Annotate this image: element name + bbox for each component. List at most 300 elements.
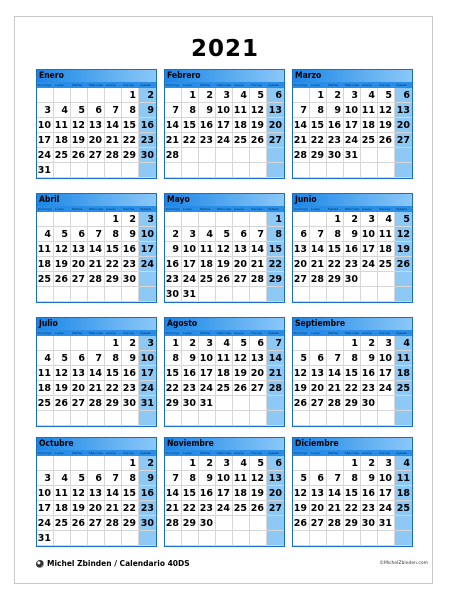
day-cell: 18 [199, 257, 216, 272]
day-cell: 20 [233, 257, 250, 272]
day-cell: 17 [37, 133, 54, 148]
day-cell: 31 [140, 398, 154, 409]
empty-cell [395, 287, 412, 302]
day-cell: 10 [140, 353, 154, 364]
day-cell: 6 [88, 471, 105, 486]
weekday-label: Lunes [55, 331, 64, 335]
empty-cell [233, 163, 250, 178]
day-cell: 13 [71, 366, 88, 381]
day-cell: 23 [327, 133, 344, 148]
day-cell: 12 [293, 486, 310, 501]
day-cell: 27 [310, 516, 327, 531]
day-cell: 10 [37, 118, 54, 133]
day-cell: 13 [310, 486, 327, 501]
empty-cell [105, 88, 122, 103]
day-cell: 2 [361, 456, 378, 471]
day-cell: 27 [233, 272, 250, 287]
empty-cell [250, 163, 267, 178]
day-cell: 3 [361, 212, 378, 227]
day-cell: 18 [396, 368, 410, 379]
day-cell: 22 [182, 133, 199, 148]
weekday-label: Sábado [140, 331, 152, 335]
day-cell: 8 [122, 471, 139, 486]
weekday-label: Miércoles [217, 207, 232, 211]
day-cell: 10 [37, 486, 54, 501]
empty-cell [71, 88, 88, 103]
day-cell: 20 [71, 257, 88, 272]
day-cell: 8 [182, 471, 199, 486]
day-cell: 27 [268, 135, 282, 146]
day-cell: 7 [165, 103, 182, 118]
empty-cell [54, 163, 71, 178]
empty-cell [88, 287, 105, 302]
day-cell: 27 [250, 381, 267, 396]
day-cell: 25 [54, 516, 71, 531]
empty-cell [71, 163, 88, 178]
day-cell: 1 [344, 456, 361, 471]
day-cell: 15 [182, 118, 199, 133]
footer-site: ©MichelZbinden.com [379, 561, 428, 566]
day-cell: 13 [268, 105, 282, 116]
empty-cell [378, 396, 395, 411]
empty-cell [344, 411, 361, 426]
day-cell: 23 [140, 135, 154, 146]
day-cell: 14 [88, 366, 105, 381]
day-cell: 17 [361, 242, 378, 257]
day-cell: 9 [199, 103, 216, 118]
weekday-label: Martes [200, 207, 211, 211]
day-cell: 12 [250, 471, 267, 486]
day-grid [293, 88, 412, 178]
day-cell: 15 [182, 486, 199, 501]
weekday-label: Lunes [55, 207, 64, 211]
day-cell: 15 [165, 366, 182, 381]
day-cell: 2 [165, 227, 182, 242]
empty-cell [88, 411, 105, 426]
empty-cell [233, 287, 250, 302]
month-mayo [164, 193, 285, 303]
day-cell: 9 [139, 103, 156, 118]
day-cell: 5 [250, 456, 267, 471]
empty-cell [105, 411, 122, 426]
day-cell: 6 [293, 227, 310, 242]
day-cell: 7 [310, 227, 327, 242]
empty-cell [293, 411, 310, 426]
empty-cell [199, 212, 216, 227]
day-grid [165, 456, 284, 546]
weekday-label: Sábado [396, 331, 408, 335]
day-cell: 30 [182, 396, 199, 411]
empty-cell [122, 411, 139, 426]
weekday-label: Viernes [379, 207, 391, 211]
day-cell: 9 [361, 351, 378, 366]
empty-cell [267, 148, 284, 163]
day-cell: 22 [105, 257, 122, 272]
day-cell: 6 [310, 351, 327, 366]
month-agosto [164, 317, 285, 427]
day-cell: 7 [105, 471, 122, 486]
day-cell: 27 [293, 272, 310, 287]
footer-credit [36, 559, 190, 568]
empty-cell [310, 411, 327, 426]
weekday-label: Viernes [123, 83, 135, 87]
day-cell: 23 [361, 381, 378, 396]
day-cell: 30 [361, 516, 378, 531]
empty-cell [395, 411, 412, 426]
empty-cell [395, 163, 412, 178]
day-cell: 24 [378, 381, 395, 396]
day-cell: 22 [268, 259, 282, 270]
day-cell: 8 [182, 103, 199, 118]
day-cell: 16 [182, 366, 199, 381]
empty-cell [122, 287, 139, 302]
day-cell: 16 [361, 366, 378, 381]
day-grid [293, 456, 412, 546]
weekday-label: Domingo [294, 331, 308, 335]
day-cell: 23 [140, 503, 154, 514]
day-cell: 2 [182, 336, 199, 351]
day-cell: 17 [140, 368, 154, 379]
empty-cell [310, 336, 327, 351]
day-cell: 28 [268, 383, 282, 394]
weekday-label: Viernes [251, 207, 263, 211]
weekday-label: Sábado [268, 331, 280, 335]
weekday-label: Sábado [396, 451, 408, 455]
weekday-label: Miércoles [217, 83, 232, 87]
empty-cell [250, 516, 267, 531]
day-cell: 26 [378, 133, 395, 148]
day-cell: 2 [327, 88, 344, 103]
weekday-label: Jueves [362, 207, 372, 211]
day-cell: 4 [395, 336, 412, 351]
day-cell: 28 [293, 148, 310, 163]
day-cell: 20 [268, 120, 282, 131]
day-cell: 2 [139, 456, 156, 471]
day-cell: 31 [37, 531, 54, 546]
empty-cell [139, 411, 156, 426]
day-cell: 8 [122, 103, 139, 118]
month-abril [36, 193, 157, 303]
empty-cell [54, 411, 71, 426]
day-cell: 3 [37, 103, 54, 118]
month-name: Enero [37, 70, 156, 82]
day-cell: 12 [396, 229, 410, 240]
weekday-label: Martes [72, 331, 83, 335]
day-cell: 28 [88, 396, 105, 411]
day-cell: 2 [122, 212, 139, 227]
day-cell: 20 [268, 488, 282, 499]
day-grid [165, 88, 284, 178]
day-cell: 6 [88, 103, 105, 118]
weekday-label: Miércoles [89, 331, 104, 335]
day-cell: 16 [199, 486, 216, 501]
empty-cell [233, 396, 250, 411]
day-cell: 4 [361, 88, 378, 103]
day-cell: 21 [105, 501, 122, 516]
day-cell: 21 [327, 501, 344, 516]
empty-cell [378, 148, 395, 163]
empty-cell [37, 336, 54, 351]
month-febrero [164, 69, 285, 179]
weekday-label: Martes [72, 451, 83, 455]
day-cell: 2 [361, 336, 378, 351]
day-cell: 25 [361, 133, 378, 148]
weekday-label: Domingo [166, 451, 180, 455]
month-name: Noviembre [165, 438, 284, 450]
day-cell: 29 [122, 516, 139, 531]
empty-cell [361, 287, 378, 302]
empty-cell [395, 516, 412, 531]
weekday-label: Jueves [106, 83, 116, 87]
day-cell: 23 [122, 381, 139, 396]
day-cell: 30 [140, 518, 154, 529]
day-cell: 20 [396, 120, 410, 131]
weekday-label: Lunes [183, 331, 192, 335]
day-cell: 17 [140, 244, 154, 255]
day-cell: 18 [37, 381, 54, 396]
day-cell: 19 [250, 486, 267, 501]
empty-cell [395, 396, 412, 411]
weekday-label: Jueves [234, 207, 244, 211]
weekday-label: Sábado [396, 207, 408, 211]
day-cell: 14 [268, 353, 282, 364]
empty-cell [88, 456, 105, 471]
day-cell: 14 [165, 486, 182, 501]
day-cell: 5 [54, 227, 71, 242]
month-enero [36, 69, 157, 179]
day-cell: 9 [199, 471, 216, 486]
day-cell: 30 [140, 150, 154, 161]
day-cell: 4 [233, 88, 250, 103]
empty-cell [327, 411, 344, 426]
day-cell: 20 [88, 133, 105, 148]
weekday-label: Jueves [362, 83, 372, 87]
empty-cell [182, 212, 199, 227]
weekday-label: Viernes [379, 331, 391, 335]
day-cell: 7 [267, 336, 284, 351]
day-cell: 25 [396, 383, 410, 394]
day-cell: 19 [396, 244, 410, 255]
empty-cell [216, 212, 233, 227]
day-cell: 22 [122, 133, 139, 148]
day-cell: 18 [37, 257, 54, 272]
day-cell: 28 [88, 272, 105, 287]
day-cell: 16 [140, 120, 154, 131]
weekday-label: Viernes [251, 331, 263, 335]
weekday-label: Martes [200, 83, 211, 87]
day-cell: 11 [54, 486, 71, 501]
day-cell: 6 [267, 456, 284, 471]
day-cell: 3 [216, 88, 233, 103]
day-cell: 26 [293, 516, 310, 531]
weekday-label: Sábado [268, 83, 280, 87]
weekday-label: Jueves [106, 451, 116, 455]
day-cell: 10 [378, 471, 395, 486]
empty-cell [250, 287, 267, 302]
day-cell: 12 [54, 242, 71, 257]
day-cell: 29 [182, 516, 199, 531]
day-cell: 25 [378, 257, 395, 272]
day-cell: 30 [122, 396, 139, 411]
month-name: Septiembre [293, 318, 412, 330]
month-marzo [292, 69, 413, 179]
day-cell: 20 [293, 257, 310, 272]
day-cell: 14 [327, 366, 344, 381]
empty-cell [327, 287, 344, 302]
day-cell: 25 [396, 503, 410, 514]
day-cell: 30 [344, 272, 361, 287]
empty-cell [71, 411, 88, 426]
empty-cell [216, 411, 233, 426]
day-cell: 19 [293, 381, 310, 396]
day-cell: 26 [71, 516, 88, 531]
footer-credit-text: Michel Zbinden / Calendario 40DS [47, 559, 190, 568]
empty-cell [327, 336, 344, 351]
empty-cell [71, 287, 88, 302]
weekday-label: Jueves [234, 83, 244, 87]
weekday-label: Viernes [123, 331, 135, 335]
day-cell: 14 [293, 118, 310, 133]
weekday-label: Martes [72, 207, 83, 211]
empty-cell [37, 287, 54, 302]
weekday-label: Jueves [362, 331, 372, 335]
day-cell: 3 [216, 456, 233, 471]
empty-cell [54, 88, 71, 103]
day-cell: 11 [54, 118, 71, 133]
day-cell: 6 [250, 336, 267, 351]
weekday-label: Jueves [234, 331, 244, 335]
day-cell: 5 [54, 351, 71, 366]
day-cell: 21 [165, 133, 182, 148]
day-cell: 3 [344, 88, 361, 103]
day-cell: 23 [199, 133, 216, 148]
day-cell: 16 [327, 118, 344, 133]
day-cell: 4 [37, 227, 54, 242]
weekday-label: Martes [328, 83, 339, 87]
day-cell: 24 [378, 501, 395, 516]
empty-cell [139, 287, 156, 302]
day-cell: 2 [122, 336, 139, 351]
day-cell: 17 [37, 501, 54, 516]
day-cell: 7 [327, 351, 344, 366]
weekday-label: Martes [200, 331, 211, 335]
empty-cell [267, 531, 284, 546]
empty-cell [54, 336, 71, 351]
empty-cell [105, 287, 122, 302]
day-cell: 31 [344, 148, 361, 163]
empty-cell [327, 531, 344, 546]
empty-cell [267, 396, 284, 411]
day-cell: 9 [122, 351, 139, 366]
weekday-label: Sábado [268, 451, 280, 455]
day-cell: 22 [182, 501, 199, 516]
weekday-label: Martes [200, 451, 211, 455]
month-noviembre [164, 437, 285, 547]
day-cell: 14 [310, 242, 327, 257]
month-name: Agosto [165, 318, 284, 330]
day-cell: 26 [396, 259, 410, 270]
day-cell: 9 [327, 103, 344, 118]
day-cell: 21 [88, 381, 105, 396]
empty-cell [71, 212, 88, 227]
day-cell: 13 [71, 242, 88, 257]
day-cell: 8 [344, 351, 361, 366]
day-cell: 8 [344, 471, 361, 486]
day-cell: 26 [71, 148, 88, 163]
day-cell: 7 [250, 227, 267, 242]
empty-cell [199, 163, 216, 178]
day-cell: 18 [54, 133, 71, 148]
day-cell: 26 [216, 272, 233, 287]
weekday-label: Miércoles [345, 451, 360, 455]
day-cell: 12 [233, 351, 250, 366]
day-cell: 7 [88, 227, 105, 242]
empty-cell [88, 88, 105, 103]
day-cell: 4 [233, 456, 250, 471]
day-cell: 10 [140, 229, 154, 240]
day-grid [37, 456, 156, 546]
weekday-label: Sábado [268, 207, 280, 211]
weekday-label: Viernes [379, 83, 391, 87]
day-cell: 6 [233, 227, 250, 242]
day-cell: 5 [293, 351, 310, 366]
empty-cell [233, 411, 250, 426]
day-cell: 8 [105, 351, 122, 366]
day-cell: 18 [378, 242, 395, 257]
day-cell: 15 [344, 486, 361, 501]
day-cell: 31 [37, 163, 54, 178]
weekday-label: Miércoles [345, 331, 360, 335]
day-cell: 27 [71, 396, 88, 411]
day-cell: 24 [37, 516, 54, 531]
day-cell: 30 [199, 516, 216, 531]
weekday-label: Martes [72, 83, 83, 87]
day-cell: 12 [293, 366, 310, 381]
weekday-label: Jueves [234, 451, 244, 455]
month-julio [36, 317, 157, 427]
empty-cell [71, 336, 88, 351]
empty-cell [310, 212, 327, 227]
day-cell: 10 [344, 103, 361, 118]
day-cell: 29 [122, 148, 139, 163]
weekday-label: Jueves [362, 451, 372, 455]
day-cell: 13 [88, 486, 105, 501]
day-cell: 22 [105, 381, 122, 396]
day-cell: 17 [199, 366, 216, 381]
month-name: Julio [37, 318, 156, 330]
day-cell: 22 [310, 133, 327, 148]
day-cell: 5 [395, 212, 412, 227]
day-cell: 5 [250, 88, 267, 103]
empty-cell [122, 163, 139, 178]
day-cell: 18 [233, 118, 250, 133]
day-cell: 28 [165, 516, 182, 531]
empty-cell [310, 287, 327, 302]
day-cell: 15 [344, 366, 361, 381]
day-cell: 24 [216, 133, 233, 148]
day-cell: 22 [344, 381, 361, 396]
day-cell: 19 [216, 257, 233, 272]
weekday-label: Domingo [38, 207, 52, 211]
empty-cell [327, 163, 344, 178]
day-cell: 3 [182, 227, 199, 242]
day-cell: 15 [268, 244, 282, 255]
empty-cell [122, 531, 139, 546]
day-cell: 4 [54, 471, 71, 486]
month-name: Octubre [37, 438, 156, 450]
day-cell: 15 [105, 366, 122, 381]
day-cell: 26 [54, 396, 71, 411]
